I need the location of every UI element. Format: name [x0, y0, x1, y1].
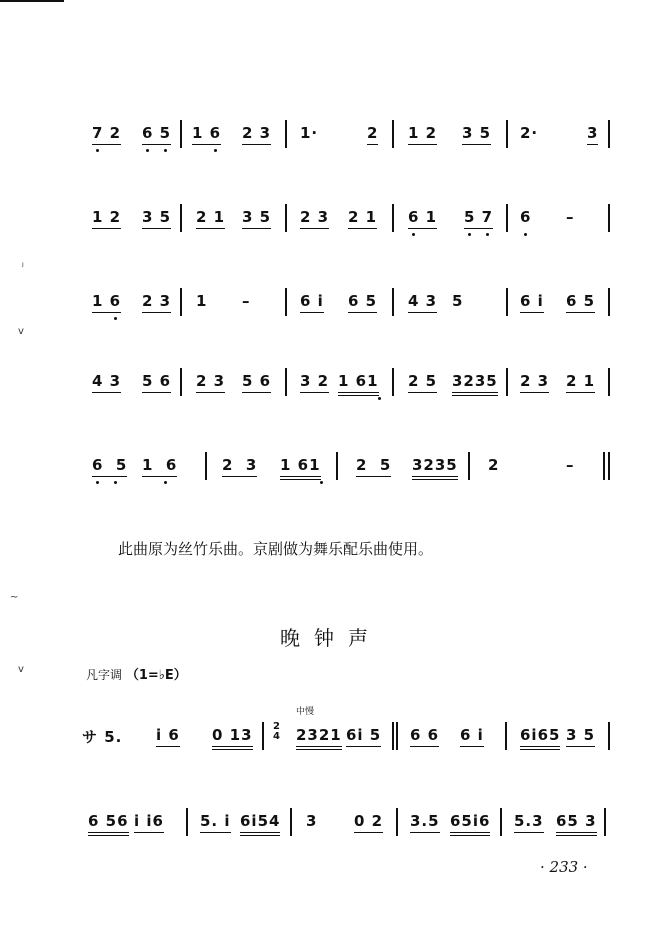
bar-line — [608, 204, 610, 232]
underline-mark — [212, 746, 253, 747]
underline-mark — [520, 392, 549, 393]
key-label: 凡字调 — [86, 668, 123, 682]
note-group: 1 61 — [338, 372, 379, 390]
key-value: （1=♭E） — [125, 668, 187, 683]
underline-mark — [134, 832, 164, 833]
note-group: i i6 — [134, 812, 164, 830]
lower-octave-dot — [114, 481, 117, 484]
lower-octave-dot — [164, 481, 167, 484]
note-group: 7 2 — [92, 124, 121, 142]
underline-mark — [300, 312, 324, 313]
lower-octave-dot — [214, 149, 217, 152]
note-group: 2 3 — [242, 124, 271, 142]
note-group: 5 — [452, 292, 464, 310]
underline-mark — [156, 746, 180, 747]
bar-line — [608, 120, 610, 148]
note-group: 0 13 — [212, 726, 253, 744]
bar-line — [285, 288, 287, 316]
note-group: 2 1 — [196, 208, 225, 226]
bar-line — [506, 120, 508, 148]
margin-mark: ⱼ — [22, 258, 24, 269]
bar-line — [336, 452, 338, 480]
bar-line — [262, 722, 264, 750]
underline-mark — [92, 228, 121, 229]
note-group: 6 i — [460, 726, 484, 744]
underline-mark — [587, 144, 598, 145]
bar-line — [505, 722, 507, 750]
underline-mark — [412, 476, 458, 477]
underline-mark — [367, 144, 378, 145]
lower-octave-dot — [378, 397, 381, 400]
note-group: 2 1 — [566, 372, 595, 390]
bar-line — [608, 722, 610, 750]
page-number: · 233 · — [540, 858, 588, 876]
lower-octave-dot — [164, 149, 167, 152]
note-group: 2 5 — [408, 372, 437, 390]
bar-line — [180, 120, 182, 148]
underline-mark — [408, 144, 437, 145]
bar-line — [506, 204, 508, 232]
lower-octave-dot — [468, 233, 471, 236]
bar-line — [180, 204, 182, 232]
bar-line — [180, 288, 182, 316]
bar-line — [506, 288, 508, 316]
underline-mark — [92, 312, 121, 313]
note-group: 5 6 — [142, 372, 171, 390]
note-group: 2 3 — [142, 292, 171, 310]
underline-mark — [242, 392, 271, 393]
piece-title: 晚钟声 — [280, 626, 382, 650]
underline-mark — [196, 228, 225, 229]
bar-line — [608, 452, 610, 480]
note-group: – — [242, 292, 251, 310]
notation-line — [0, 200, 655, 240]
bar-line — [285, 204, 287, 232]
bar-line — [285, 368, 287, 396]
underline-mark — [92, 476, 127, 477]
note-group: 3.5 — [410, 812, 440, 830]
bar-line — [608, 368, 610, 396]
bar-line — [608, 288, 610, 316]
note-group: 6 5 — [566, 292, 595, 310]
time-sig-num: 2 — [273, 721, 280, 732]
note-group: 1 2 — [408, 124, 437, 142]
note-group: 5 6 — [242, 372, 271, 390]
bar-line — [392, 204, 394, 232]
note-group: 1 — [196, 292, 208, 310]
underline-mark — [556, 835, 597, 836]
underline-mark — [412, 479, 458, 480]
underline-mark — [88, 832, 129, 833]
note-group: – — [566, 208, 575, 226]
note-group: 0 2 — [354, 812, 383, 830]
bar-line — [396, 722, 398, 750]
lower-octave-dot — [96, 481, 99, 484]
note-group: 6i 5 — [346, 726, 381, 744]
underline-mark — [212, 749, 253, 750]
underline-mark — [88, 835, 129, 836]
underline-mark — [520, 749, 560, 750]
bar-line — [392, 288, 394, 316]
note-group: 65i6 — [450, 812, 490, 830]
time-sig-den: 4 — [273, 731, 280, 742]
underline-mark — [346, 746, 381, 747]
underline-mark — [242, 228, 271, 229]
notation-line — [0, 804, 655, 844]
underline-mark — [240, 832, 280, 833]
underline-mark — [354, 832, 383, 833]
note-group: 1 2 — [92, 208, 121, 226]
underline-mark — [296, 749, 342, 750]
note-group: 2 3 — [222, 456, 257, 474]
bar-line — [396, 808, 398, 836]
key-signature — [86, 664, 187, 683]
note-group: 6i65 — [520, 726, 560, 744]
note-group: 1 61 — [280, 456, 321, 474]
note-group: 2 3 — [196, 372, 225, 390]
note-group: i 6 — [156, 726, 180, 744]
underline-mark — [408, 392, 437, 393]
underline-mark — [566, 392, 595, 393]
underline-mark — [450, 832, 490, 833]
lower-octave-dot — [96, 149, 99, 152]
underline-mark — [520, 312, 544, 313]
note-group: 65 3 — [556, 812, 597, 830]
underline-mark — [92, 392, 121, 393]
note-group: 6 i — [520, 292, 544, 310]
note-group: 5. i — [200, 812, 231, 830]
margin-mark: ~ — [10, 592, 19, 603]
note-group: 2321 — [296, 726, 342, 744]
note-group: 2 — [367, 124, 378, 142]
notation-line — [0, 448, 655, 488]
note-group: 6 — [520, 208, 532, 226]
bar-line — [603, 452, 605, 480]
note-group: 2 — [488, 456, 500, 474]
note-group: 6 5 — [348, 292, 377, 310]
underline-mark — [240, 835, 280, 836]
underline-mark — [408, 228, 437, 229]
underline-mark — [520, 746, 560, 747]
underline-mark — [566, 312, 595, 313]
score-note: 此曲原为丝竹乐曲。京剧做为舞乐配乐曲使用。 — [118, 540, 434, 558]
bar-line — [468, 452, 470, 480]
note-group: 2 1 — [348, 208, 377, 226]
top-rule — [0, 0, 64, 2]
underline-mark — [410, 746, 439, 747]
note-group: 3 2 — [300, 372, 329, 390]
underline-mark — [300, 228, 329, 229]
bar-line — [392, 120, 394, 148]
note-group: 6i54 — [240, 812, 280, 830]
note-group: 6 5 — [142, 124, 171, 142]
underline-mark — [222, 476, 257, 477]
underline-mark — [452, 392, 498, 393]
note-group: 6 6 — [410, 726, 439, 744]
underline-mark — [566, 746, 595, 747]
underline-mark — [200, 832, 231, 833]
note-group: 4 3 — [92, 372, 121, 390]
note-group: 1· — [300, 124, 319, 142]
note-group: – — [566, 456, 575, 474]
bar-line — [506, 368, 508, 396]
tempo-marking: 中慢 — [296, 707, 315, 717]
note-group: 3235 — [452, 372, 498, 390]
bar-line — [500, 808, 502, 836]
bar-line — [205, 452, 207, 480]
note-group: 2 5 — [356, 456, 391, 474]
underline-mark — [338, 392, 379, 393]
underline-mark — [92, 144, 121, 145]
bar-line — [290, 808, 292, 836]
note-group: 5 7 — [464, 208, 493, 226]
note-group: 3 — [587, 124, 598, 142]
underline-mark — [410, 832, 440, 833]
lower-octave-dot — [146, 149, 149, 152]
bar-line — [392, 722, 394, 750]
lower-octave-dot — [320, 481, 323, 484]
margin-mark: v — [18, 326, 24, 337]
note-group: 3 5 — [462, 124, 491, 142]
note-group: 6 1 — [408, 208, 437, 226]
underline-mark — [556, 832, 597, 833]
note-group: 1 6 — [92, 292, 121, 310]
underline-mark — [464, 228, 493, 229]
underline-mark — [348, 228, 377, 229]
bar-line — [604, 808, 606, 836]
note-group: 1 6 — [192, 124, 221, 142]
underline-mark — [280, 479, 321, 480]
lower-octave-dot — [412, 233, 415, 236]
bar-line — [180, 368, 182, 396]
notation-line — [0, 718, 655, 758]
lower-octave-dot — [486, 233, 489, 236]
bar-line — [285, 120, 287, 148]
note-group: 1 6 — [142, 456, 177, 474]
underline-mark — [356, 476, 391, 477]
underline-mark — [280, 476, 321, 477]
underline-mark — [460, 746, 484, 747]
underline-mark — [348, 312, 377, 313]
margin-mark: v — [18, 664, 24, 675]
notation-line — [0, 284, 655, 324]
underline-mark — [142, 392, 171, 393]
underline-mark — [242, 144, 271, 145]
note-group: 4 3 — [408, 292, 437, 310]
underline-mark — [142, 144, 171, 145]
notation-line — [0, 116, 655, 156]
bar-line — [392, 368, 394, 396]
underline-mark — [142, 312, 171, 313]
underline-mark — [142, 476, 177, 477]
note-group: 3 5 — [142, 208, 171, 226]
underline-mark — [196, 392, 225, 393]
underline-mark — [142, 228, 171, 229]
note-group: 2· — [520, 124, 539, 142]
underline-mark — [452, 395, 498, 396]
note-group: 3 — [306, 812, 318, 830]
underline-mark — [408, 312, 437, 313]
underline-mark — [514, 832, 544, 833]
note-group: 2 3 — [300, 208, 329, 226]
lower-octave-dot — [114, 317, 117, 320]
bar-line — [186, 808, 188, 836]
note-group: 2 3 — [520, 372, 549, 390]
underline-mark — [296, 746, 342, 747]
note-group: 3 5 — [566, 726, 595, 744]
underline-mark — [462, 144, 491, 145]
note-group: 6 5 — [92, 456, 127, 474]
underline-mark — [450, 835, 490, 836]
note-group: 3 5 — [242, 208, 271, 226]
underline-mark — [338, 395, 379, 396]
underline-mark — [300, 392, 329, 393]
note-group: 5.3 — [514, 812, 544, 830]
note-group: 6 56 — [88, 812, 129, 830]
lower-octave-dot — [524, 233, 527, 236]
note-group: 3235 — [412, 456, 458, 474]
note-group: サ 5. — [82, 728, 123, 746]
note-group: 6 i — [300, 292, 324, 310]
notation-line — [0, 364, 655, 404]
underline-mark — [192, 144, 221, 145]
